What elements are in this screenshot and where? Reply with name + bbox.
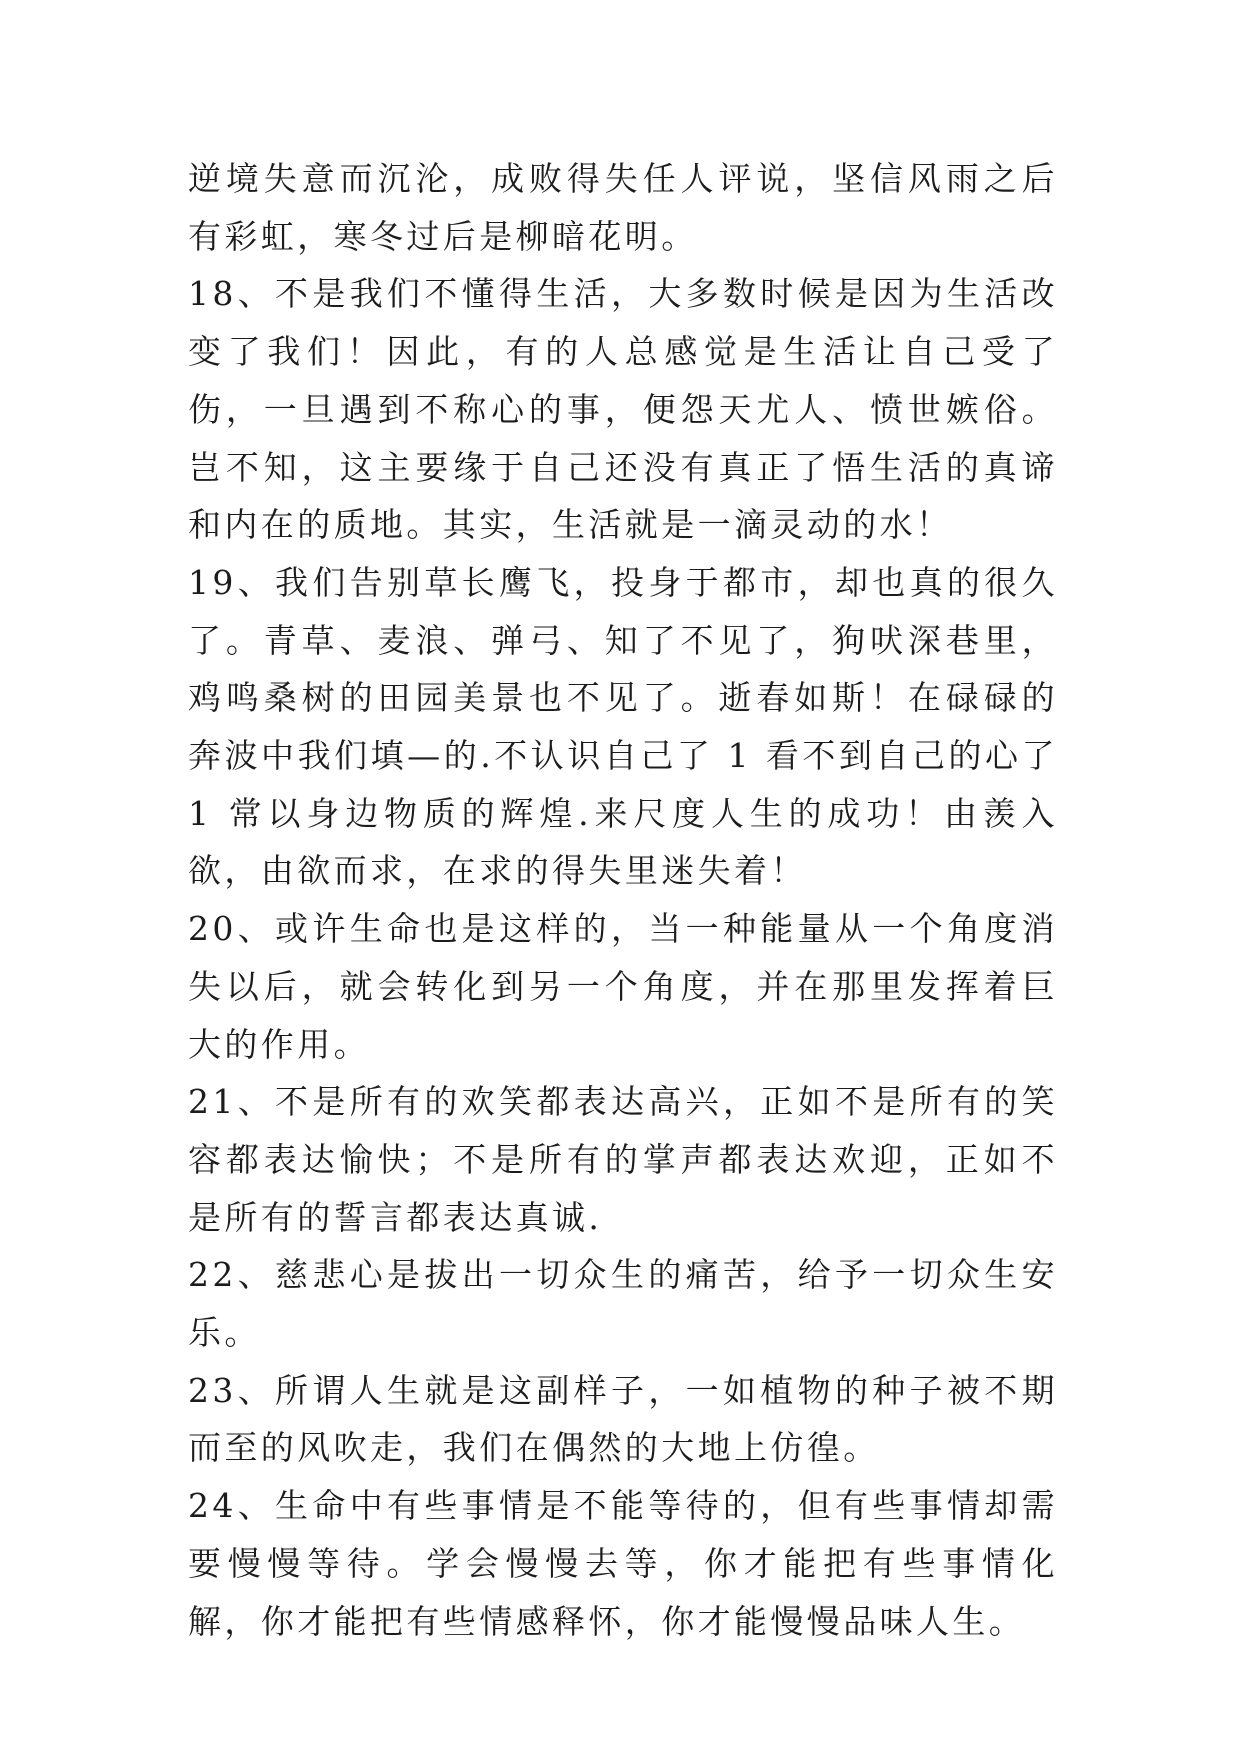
paragraph-21: 21、不是所有的欢笑都表达高兴，正如不是所有的笑容都表达愉快；不是所有的掌声都表达欢迎，正如不是所有的誓言都表达真诚. [188, 1082, 1058, 1237]
paragraph-23: 23、所谓人生就是这副样子，一如植物的种子被不期而至的风吹走，我们在偶然的大地上仿徨。 [188, 1370, 1058, 1468]
paragraph-continuation: 逆境失意而沉沦，成败得失任人评说，坚信风雨之后有彩虹，寒冬过后是柳暗花明。 [188, 159, 1058, 256]
paragraph-22: 22、慈悲心是拔出一切众生的痛苦，给予一切众生安乐。 [188, 1255, 1058, 1353]
paragraph-20: 20、或许生命也是这样的，当一种能量从一个角度消失以后，就会转化到另一个角度，并在那里发挥着巨大的作用。 [188, 909, 1058, 1064]
paragraph-24: 24、生命中有些事情是不能等待的，但有些事情却需要慢慢等待。学会慢慢去等，你才能把有些事情化解，你才能把有些情感释怀，你才能慢慢品味人生。 [188, 1486, 1058, 1641]
paragraph-18: 18、不是我们不懂得生活，大多数时候是因为生活改变了我们！因此，有的人总感觉是生活让自己受了伤，一旦遇到不称心的事，便怨天尤人、愤世嫉俗。岂不知，这主要缘于自己还没有真正了悟生活的真谛和内在的质地。其实，生活就是一滴灵动的水！ [188, 274, 1058, 545]
document-body [188, 150, 1058, 1650]
paragraph-19: 19、我们告别草长鹰飞，投身于都市，却也真的很久了。青草、麦浪、弹弓、知了不见了，狗吠深巷里，鸡鸣桑树的田园美景也不见了。逝春如斯！在碌碌的奔波中我们填—的.不认识自己了 1 看不到自己的心了 1 常以身边物质的辉煌.来尺度人生的成功！由羡入欲，由欲而求，在求的得失里迷失着！ [188, 562, 1058, 891]
